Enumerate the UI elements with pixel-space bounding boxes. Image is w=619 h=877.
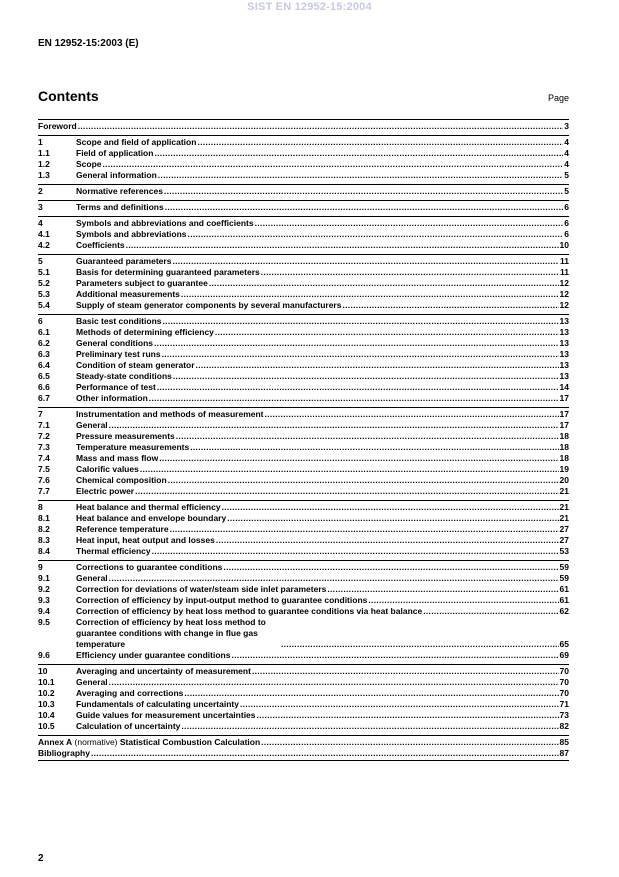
toc-dot-leader — [158, 170, 564, 181]
toc-entry-title: Calorific values — [76, 464, 139, 474]
toc-entry-number: 10.4 — [38, 710, 55, 720]
toc-entry[interactable] — [38, 721, 569, 732]
toc-entry-number: 1 — [38, 137, 43, 147]
toc-entry[interactable] — [38, 137, 569, 148]
toc-entry-page: 11 — [560, 256, 569, 266]
toc-entry[interactable] — [38, 360, 569, 371]
toc-entry-title: Pressure measurements — [76, 431, 175, 441]
toc-dot-leader — [154, 338, 559, 349]
toc-entry[interactable] — [38, 573, 569, 584]
toc-dot-leader — [149, 393, 559, 404]
toc-entry-page: 27 — [559, 524, 569, 534]
toc-entry-number: 9.2 — [38, 584, 50, 594]
toc-dot-leader — [184, 688, 558, 699]
toc-entry-title: General — [76, 573, 108, 583]
toc-entry-number: 1.1 — [38, 148, 50, 158]
toc-entry-number: 1.2 — [38, 159, 50, 169]
toc-entry-number: 8.1 — [38, 513, 50, 523]
toc-entry-page: 13 — [559, 327, 569, 337]
toc-entry-page: 13 — [559, 371, 569, 381]
toc-entry-title: Bibliography — [38, 748, 90, 758]
toc-entry-page: 10 — [559, 240, 569, 250]
toc-entry[interactable] — [38, 267, 569, 278]
toc-dot-leader — [196, 360, 559, 371]
toc-entry[interactable] — [38, 502, 569, 513]
toc-entry-page: 85 — [559, 737, 569, 747]
toc-entry-title: Preliminary test runs — [76, 349, 161, 359]
toc-entry-number: 7.7 — [38, 486, 50, 496]
toc-entry[interactable] — [38, 121, 569, 132]
toc-entry-number: 10.1 — [38, 677, 55, 687]
toc-entry-number: 9.4 — [38, 606, 50, 616]
toc-dot-leader — [222, 502, 559, 513]
toc-dot-leader — [227, 513, 558, 524]
toc-entry-page: 82 — [559, 721, 569, 731]
toc-entry-page: 18 — [559, 442, 569, 452]
toc-entry[interactable] — [38, 546, 569, 557]
toc-entry-title: Supply of steam generator components by several manufacturers — [76, 300, 342, 310]
toc-entry[interactable] — [38, 409, 569, 420]
toc-entry-page: 21 — [559, 502, 569, 512]
toc-section-group — [38, 200, 569, 216]
toc-dot-leader — [223, 562, 558, 573]
toc-entry[interactable] — [38, 677, 569, 688]
toc-dot-leader — [181, 289, 559, 300]
toc-entry-page: 21 — [559, 486, 569, 496]
toc-entry-number: 5.3 — [38, 289, 50, 299]
toc-dot-leader — [159, 453, 558, 464]
toc-entry-page: 62 — [559, 606, 569, 616]
toc-entry-page: 3 — [564, 121, 569, 131]
toc-entry-title: Field of application — [76, 148, 154, 158]
toc-entry-number: 5.1 — [38, 267, 50, 277]
toc-entry-title: Annex A (normative) Statistical Combustion Calculation — [38, 737, 261, 747]
toc-entry-title: Symbols and abbreviations and coefficients — [76, 218, 254, 228]
toc-dot-leader — [215, 327, 559, 338]
toc-entry-title: Parameters subject to guarantee — [76, 278, 208, 288]
toc-entry-title: Chemical composition — [76, 475, 167, 485]
toc-entry-title: Coefficients — [76, 240, 125, 250]
toc-entry-page: 21 — [559, 513, 569, 523]
toc-entry-title: Condition of steam generator — [76, 360, 195, 370]
toc-dot-leader — [172, 256, 559, 267]
toc-entry-page: 70 — [559, 666, 569, 676]
toc-entry-number: 5.2 — [38, 278, 50, 288]
toc-entry-page: 6 — [564, 202, 569, 212]
toc-dot-leader — [190, 442, 558, 453]
toc-entry-page: 11 — [560, 267, 569, 277]
toc-entry-number: 8 — [38, 502, 43, 512]
toc-entry-title: Additional measurements — [76, 289, 180, 299]
toc-entry-title: Correction of efficiency by heat loss method to guarantee conditions with change in flue gas temperature — [76, 617, 266, 649]
toc-entry-number: 10.2 — [38, 688, 55, 698]
toc-section-group — [38, 500, 569, 560]
toc-entry-number: 7.2 — [38, 431, 50, 441]
toc-entry-page: 61 — [559, 595, 569, 605]
toc-entry-title: Instrumentation and methods of measurement — [76, 409, 264, 419]
toc-entry[interactable] — [38, 300, 569, 311]
toc-entry[interactable] — [38, 562, 569, 573]
toc-section-group — [38, 254, 569, 314]
toc-entry[interactable] — [38, 338, 569, 349]
toc-entry-number: 8.2 — [38, 524, 50, 534]
toc-entry-title: Heat input, heat output and losses — [76, 535, 215, 545]
toc-entry-number: 7.4 — [38, 453, 50, 463]
toc-entry-number: 6.1 — [38, 327, 50, 337]
toc-entry-page: 5 — [564, 170, 569, 180]
toc-entry-title: Basic test conditions — [76, 316, 162, 326]
toc-entry[interactable] — [38, 393, 569, 404]
toc-entry-number: 7.1 — [38, 420, 50, 430]
toc-section-group — [38, 135, 569, 184]
toc-entry-title: Symbols and abbreviations — [76, 229, 187, 239]
toc-entry-title: Efficiency under guarantee conditions — [76, 650, 231, 660]
toc-dot-leader — [164, 186, 563, 197]
toc-dot-leader — [181, 721, 558, 732]
toc-dot-leader — [135, 486, 558, 497]
toc-entry-number: 10.3 — [38, 699, 55, 709]
toc-entry-page: 71 — [559, 699, 569, 709]
toc-entry-page: 59 — [559, 562, 569, 572]
toc-entry-page: 18 — [559, 431, 569, 441]
toc-entry-page: 13 — [559, 338, 569, 348]
toc-entry[interactable] — [38, 148, 569, 159]
toc-dot-leader — [257, 710, 559, 721]
toc-entry-number: 9.5 — [38, 617, 50, 627]
toc-entry-number: 9.1 — [38, 573, 50, 583]
toc-dot-leader — [281, 639, 559, 650]
toc-entry-number: 5 — [38, 256, 43, 266]
toc-entry-number: 1.3 — [38, 170, 50, 180]
toc-entry-number: 10.5 — [38, 721, 55, 731]
toc-entry-number: 6.2 — [38, 338, 50, 348]
toc-entry-number: 6.3 — [38, 349, 50, 359]
toc-entry[interactable] — [38, 327, 569, 338]
toc-dot-leader — [157, 382, 559, 393]
toc-entry[interactable] — [38, 524, 569, 535]
toc-section-group — [38, 314, 569, 407]
toc-entry-title: Heat balance and thermal efficiency — [76, 502, 221, 512]
toc-dot-leader — [255, 218, 564, 229]
toc-entry-page: 59 — [559, 573, 569, 583]
toc-entry-number: 9 — [38, 562, 43, 572]
toc-dot-leader — [126, 240, 559, 251]
toc-entry-number: 4.1 — [38, 229, 50, 239]
toc-entry-annex-type: (normative) — [72, 737, 120, 747]
toc-dot-leader — [209, 278, 559, 289]
toc-entry[interactable] — [38, 617, 569, 650]
toc-entry[interactable] — [38, 431, 569, 442]
toc-entry-title: Steady-state conditions — [76, 371, 172, 381]
toc-dot-leader — [231, 650, 558, 661]
toc-entry-number: 3 — [38, 202, 43, 212]
toc-entry-page: 13 — [559, 360, 569, 370]
toc-entry-number: 7.5 — [38, 464, 50, 474]
toc-entry[interactable] — [38, 584, 569, 595]
toc-entry-title: Other information — [76, 393, 148, 403]
toc-entry-page: 69 — [559, 650, 569, 660]
toc-entry[interactable] — [38, 420, 569, 431]
toc-entry-title: Normative references — [76, 186, 163, 196]
toc-entry-title: Correction of efficiency by heat loss method to guarantee conditions via heat balance — [76, 606, 423, 616]
toc-entry-number: 6.5 — [38, 371, 50, 381]
toc-entry[interactable] — [38, 382, 569, 393]
toc-entry-number: 4 — [38, 218, 43, 228]
toc-entry-number: 7.6 — [38, 475, 50, 485]
toc-entry-number: 9.6 — [38, 650, 50, 660]
toc-entry-title: Correction for deviations of water/steam side inlet parameters — [76, 584, 327, 594]
page-title: Contents — [38, 88, 99, 104]
toc-entry-page: 13 — [559, 316, 569, 326]
toc-entry-title: Temperature measurements — [76, 442, 190, 452]
toc-entry[interactable] — [38, 240, 569, 251]
toc-entry-title: Scope — [76, 159, 102, 169]
toc-dot-leader — [342, 300, 558, 311]
toc-entry[interactable] — [38, 606, 569, 617]
toc-entry-page: 53 — [559, 546, 569, 556]
toc-entry-title: Foreword — [38, 121, 77, 131]
toc-entry-page: 70 — [559, 688, 569, 698]
toc-dot-leader — [154, 148, 563, 159]
watermark: SIST EN 12952-15:2004 — [247, 1, 372, 13]
toc-entry-title: General information — [76, 170, 157, 180]
toc-entry-page: 4 — [564, 137, 569, 147]
toc-entry-page: 4 — [564, 148, 569, 158]
toc-dot-leader — [109, 420, 559, 431]
toc-entry-number: 8.4 — [38, 546, 50, 556]
toc-section-group — [38, 119, 569, 135]
toc-entry[interactable] — [38, 229, 569, 240]
toc-entry-title: Heat balance and envelope boundary — [76, 513, 227, 523]
toc-entry[interactable] — [38, 513, 569, 524]
toc-entry[interactable] — [38, 186, 569, 197]
toc-dot-leader — [327, 584, 558, 595]
toc-entry-title: Thermal efficiency — [76, 546, 151, 556]
toc-entry-title: Mass and mass flow — [76, 453, 159, 463]
toc-entry-page: 19 — [559, 464, 569, 474]
toc-section-group — [38, 560, 569, 664]
toc-dot-leader — [176, 431, 559, 442]
toc-entry-number: 8.3 — [38, 535, 50, 545]
toc-entry-title: Electric power — [76, 486, 135, 496]
toc-entry[interactable] — [38, 453, 569, 464]
toc-dot-leader — [216, 535, 559, 546]
toc-dot-leader — [78, 121, 564, 132]
toc-entry-title: Terms and definitions — [76, 202, 164, 212]
toc-entry-number: 5.4 — [38, 300, 50, 310]
toc-entry-title: Averaging and uncertainty of measurement — [76, 666, 251, 676]
toc-entry[interactable] — [38, 159, 569, 170]
document-reference: EN 12952-15:2003 (E) — [38, 38, 139, 49]
toc-dot-leader — [168, 475, 559, 486]
toc-entry-title: Methods of determining efficiency — [76, 327, 214, 337]
toc-entry[interactable] — [38, 475, 569, 486]
toc-entry-title: Fundamentals of calculating uncertainty — [76, 699, 239, 709]
toc-dot-leader — [165, 202, 564, 213]
toc-dot-leader — [252, 666, 559, 677]
toc-entry[interactable] — [38, 748, 569, 759]
toc-entry[interactable] — [38, 595, 569, 606]
toc-entry[interactable] — [38, 349, 569, 360]
toc-entry[interactable] — [38, 256, 569, 267]
toc-entry[interactable] — [38, 202, 569, 213]
toc-entry[interactable] — [38, 535, 569, 546]
toc-entry-number: 7 — [38, 409, 43, 419]
toc-entry-title: Basis for determining guaranteed parameters — [76, 267, 260, 277]
toc-section-group — [38, 735, 569, 761]
toc-entry-page: 5 — [564, 186, 569, 196]
toc-entry-page: 61 — [559, 584, 569, 594]
toc-entry[interactable] — [38, 442, 569, 453]
toc-dot-leader — [170, 524, 559, 535]
toc-dot-leader — [91, 748, 559, 759]
toc-entry-page: 73 — [559, 710, 569, 720]
toc-entry-page: 12 — [559, 300, 569, 310]
toc-entry[interactable] — [38, 278, 569, 289]
toc-entry-title: General — [76, 420, 108, 430]
toc-entry[interactable] — [38, 688, 569, 699]
toc-entry-number: 2 — [38, 186, 43, 196]
toc-dot-leader — [163, 316, 559, 327]
toc-entry-number: 6.7 — [38, 393, 50, 403]
toc-dot-leader — [261, 267, 559, 278]
toc-entry-page: 87 — [559, 748, 569, 758]
toc-entry[interactable] — [38, 666, 569, 677]
toc-entry[interactable] — [38, 737, 569, 748]
toc-dot-leader — [109, 677, 559, 688]
toc-entry[interactable] — [38, 289, 569, 300]
toc-entry-number: 7.3 — [38, 442, 50, 452]
toc-entry-number: 10 — [38, 666, 48, 676]
toc-entry-page: 65 — [559, 639, 569, 649]
toc-entry[interactable] — [38, 170, 569, 181]
toc-entry-title: Corrections to guarantee conditions — [76, 562, 223, 572]
toc-entry[interactable] — [38, 486, 569, 497]
toc-entry-number: 4.2 — [38, 240, 50, 250]
toc-dot-leader — [109, 573, 559, 584]
toc-entry-number: 6.6 — [38, 382, 50, 392]
toc-entry-page: 14 — [559, 382, 569, 392]
toc-entry[interactable] — [38, 699, 569, 710]
toc-dot-leader — [261, 737, 558, 748]
toc-dot-leader — [152, 546, 559, 557]
toc-entry-title: Correction of efficiency by input-output method to guarantee conditions — [76, 595, 368, 605]
toc-section-group — [38, 407, 569, 500]
toc-dot-leader — [103, 159, 564, 170]
toc-entry-number: 9.3 — [38, 595, 50, 605]
toc-dot-leader — [140, 464, 559, 475]
toc-entry-title: General conditions — [76, 338, 153, 348]
toc-entry-page: 12 — [559, 278, 569, 288]
toc-entry-page: 18 — [559, 453, 569, 463]
toc-section-group — [38, 664, 569, 735]
toc-entry[interactable] — [38, 710, 569, 721]
toc-entry-title: Calculation of uncertainty — [76, 721, 181, 731]
toc-dot-leader — [197, 137, 563, 148]
toc-dot-leader — [188, 229, 564, 240]
toc-entry-page: 20 — [559, 475, 569, 485]
toc-entry-title: Guaranteed parameters — [76, 256, 172, 266]
toc-entry-title: Guide values for measurement uncertainties — [76, 710, 256, 720]
toc-dot-leader — [368, 595, 558, 606]
toc-entry-number: 6 — [38, 316, 43, 326]
toc-entry-title: Scope and field of application — [76, 137, 197, 147]
toc-entry[interactable] — [38, 218, 569, 229]
toc-entry-page: 17 — [559, 409, 569, 419]
toc-section-group — [38, 184, 569, 200]
toc-dot-leader — [265, 409, 559, 420]
toc-entry-page: 27 — [559, 535, 569, 545]
toc-entry-page: 4 — [564, 159, 569, 169]
toc-entry-title: General — [76, 677, 108, 687]
toc-entry-page: 17 — [559, 420, 569, 430]
toc-entry[interactable] — [38, 650, 569, 661]
toc-entry-page: 12 — [559, 289, 569, 299]
table-of-contents — [38, 119, 569, 761]
page-column-label: Page — [547, 93, 569, 103]
toc-entry-title: Performance of test — [76, 382, 156, 392]
toc-entry-page: 13 — [559, 349, 569, 359]
toc-entry-number: 6.4 — [38, 360, 50, 370]
toc-dot-leader — [173, 371, 559, 382]
toc-entry-page: 70 — [559, 677, 569, 687]
toc-entry[interactable] — [38, 316, 569, 327]
toc-entry-page: 6 — [564, 229, 569, 239]
toc-section-group — [38, 216, 569, 254]
toc-entry-page: 17 — [559, 393, 569, 403]
toc-dot-leader — [162, 349, 559, 360]
toc-dot-leader — [240, 699, 559, 710]
toc-entry[interactable] — [38, 464, 569, 475]
toc-dot-leader — [423, 606, 558, 617]
toc-entry-title: Reference temperature — [76, 524, 169, 534]
toc-entry-title: Averaging and corrections — [76, 688, 184, 698]
footer-page-number: 2 — [38, 853, 44, 864]
toc-entry-page: 6 — [564, 218, 569, 228]
toc-entry[interactable] — [38, 371, 569, 382]
